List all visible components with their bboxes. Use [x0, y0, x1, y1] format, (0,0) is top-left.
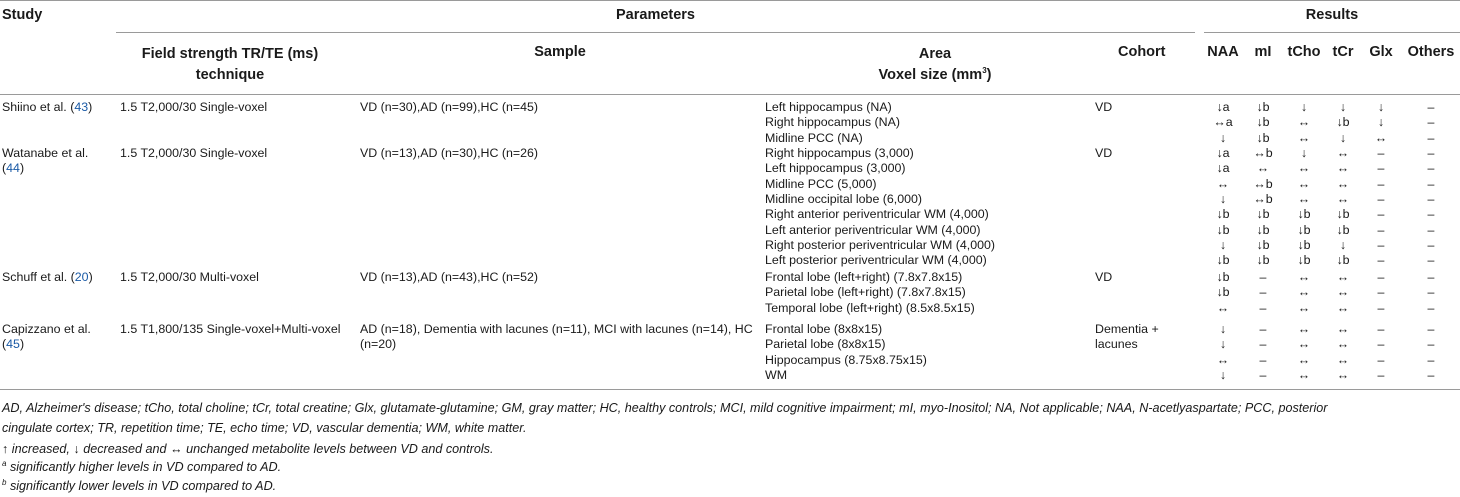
- tcho-value: ↔: [1297, 285, 1311, 300]
- naa-value: ↔: [1216, 300, 1230, 315]
- glx-value: ↔: [1374, 130, 1388, 145]
- tcr-value: ↓: [1339, 237, 1347, 252]
- header-cohort: Cohort: [1118, 44, 1166, 60]
- mi-value: –: [1259, 352, 1267, 367]
- area: Right hippocampus (NA): [765, 115, 900, 130]
- mi-value: ↓b: [1256, 237, 1270, 252]
- glx-value: –: [1377, 161, 1385, 176]
- glx-value: –: [1377, 352, 1385, 367]
- naa-value: ↓b: [1216, 253, 1230, 268]
- tcho-value: ↔: [1297, 322, 1311, 336]
- footnote-abbreviations: AD, Alzheimer's disease; tCho, total choline; tCr, total creatine; Glx, glutamate-glutamine; GM, gray matter; HC, healthy controls; MCI, mild cognitive impairment; mI, myo-Inositol; NA, Not applicable; NAA, N-acetlyaspartate; PCC, posterior: [2, 401, 1328, 415]
- tcr-value: ↔: [1336, 322, 1350, 336]
- glx-value: –: [1377, 337, 1385, 352]
- others-value: –: [1427, 130, 1435, 145]
- others-value: –: [1427, 115, 1435, 130]
- others-value: –: [1427, 285, 1435, 300]
- tcr-value: ↔: [1336, 337, 1350, 352]
- citation-link[interactable]: 43: [74, 100, 89, 114]
- header-mi: mI: [1254, 44, 1272, 60]
- tcho-value: ↓: [1300, 146, 1308, 160]
- tcr-value: ↓b: [1336, 222, 1350, 237]
- area: Left hippocampus (NA): [765, 100, 892, 114]
- tcr-value: ↔: [1336, 161, 1350, 176]
- mi-value: ↓b: [1256, 130, 1270, 145]
- citation-link[interactable]: 44: [6, 161, 20, 176]
- header-area: Area Voxel size $(mm^3)$: [878, 46, 992, 83]
- glx-value: ↓: [1377, 115, 1385, 130]
- naa-value: ↓b: [1216, 222, 1230, 237]
- footnote-b: $^b$ significantly lower levels in VD compared to AD.: [2, 477, 277, 493]
- table-bottom-rule: [0, 389, 1460, 390]
- field-strength: 1.5 T2,000/30 Single-voxel: [120, 146, 268, 160]
- header-sample: Sample: [534, 44, 586, 60]
- glx-value: –: [1377, 237, 1385, 252]
- mi-value: –: [1259, 270, 1267, 284]
- tcho-value: ↓b: [1297, 207, 1311, 222]
- glx-value: –: [1377, 207, 1385, 222]
- area: Right hippocampus (3,000): [765, 146, 914, 160]
- naa-value: ↓b: [1216, 285, 1230, 300]
- header-results: Results: [1305, 7, 1359, 23]
- others-value: –: [1427, 100, 1435, 114]
- mi-value: –: [1259, 337, 1267, 352]
- others-value: –: [1427, 352, 1435, 367]
- footnote-a: $^a$ significantly higher levels in VD compared to AD.: [2, 458, 282, 474]
- glx-value: –: [1377, 285, 1385, 300]
- mi-value: –: [1259, 367, 1267, 382]
- tcr-value: ↔: [1336, 367, 1350, 382]
- tcho-value: ↔: [1297, 337, 1311, 352]
- header-naa: NAA: [1207, 44, 1239, 60]
- others-value: –: [1427, 270, 1435, 284]
- area: Midline PCC (5,000): [765, 176, 877, 191]
- study-name: Watanabe et al. (44): [2, 146, 89, 176]
- tcr-value: ↓b: [1336, 207, 1350, 222]
- area: Parietal lobe (8x8x15): [765, 337, 886, 352]
- tcho-value: ↓b: [1297, 253, 1311, 268]
- header-glx: Glx: [1369, 44, 1393, 60]
- mi-value: ↓b: [1256, 253, 1270, 268]
- tcr-value: ↔: [1336, 176, 1350, 191]
- tcho-value: ↔: [1297, 352, 1311, 367]
- mi-value: –: [1259, 322, 1267, 336]
- top-rule: [0, 0, 1460, 1]
- others-value: –: [1427, 222, 1435, 237]
- area: Frontal lobe (left+right) (7.8x7.8x15): [765, 270, 963, 284]
- glx-value: –: [1377, 191, 1385, 206]
- mi-value: ↓b: [1256, 207, 1270, 222]
- tcho-value: ↔: [1297, 270, 1311, 284]
- results-rule: [1204, 32, 1460, 33]
- area: Right posterior periventricular WM (4,000): [765, 237, 995, 252]
- naa-value: ↓: [1219, 237, 1227, 252]
- tcho-value: ↔: [1297, 300, 1311, 315]
- tcr-value: ↔: [1336, 191, 1350, 206]
- footnote-abbreviations-cont: cingulate cortex; TR, repetition time; TE, echo time; VD, vascular dementia; WM, white matter.: [2, 421, 527, 435]
- glx-value: –: [1377, 146, 1385, 160]
- study-name: Shiino et al. (43): [2, 100, 93, 114]
- parameters-rule: [116, 32, 1195, 33]
- mi-value: ↔b: [1253, 176, 1273, 191]
- tcr-value: ↓b: [1336, 115, 1350, 130]
- field-strength: 1.5 T1,800/135 Single-voxel+Multi-voxel: [120, 322, 341, 336]
- area: Left posterior periventricular WM (4,000): [765, 253, 987, 268]
- header-bottom-rule: [0, 94, 1460, 95]
- tcr-value: ↓: [1339, 130, 1347, 145]
- tcho-value: ↔: [1297, 176, 1311, 191]
- others-value: –: [1427, 237, 1435, 252]
- cohort: VD: [1095, 146, 1113, 160]
- naa-value: ↓a: [1216, 146, 1230, 160]
- cohort: VD: [1095, 100, 1113, 114]
- field-strength: 1.5 T2,000/30 Multi-voxel: [120, 270, 259, 284]
- tcr-value: ↓b: [1336, 253, 1350, 268]
- glx-value: –: [1377, 300, 1385, 315]
- area: Frontal lobe (8x8x15): [765, 322, 883, 336]
- glx-value: –: [1377, 253, 1385, 268]
- glx-value: ↓: [1377, 100, 1385, 114]
- study-name: Capizzano et al. (45): [2, 322, 91, 352]
- tcr-value: ↔: [1336, 270, 1350, 284]
- naa-value: ↓: [1219, 337, 1227, 352]
- glx-value: –: [1377, 322, 1385, 336]
- tcho-value: ↓: [1300, 100, 1308, 114]
- others-value: –: [1427, 337, 1435, 352]
- glx-value: –: [1377, 270, 1385, 284]
- mi-value: –: [1259, 285, 1267, 300]
- area: Left anterior periventricular WM (4,000): [765, 222, 981, 237]
- mi-value: ↔b: [1253, 191, 1273, 206]
- area: Temporal lobe (left+right) (8.5x8.5x15): [765, 300, 975, 315]
- tcho-value: ↔: [1297, 161, 1311, 176]
- area: Hippocampus (8.75x8.75x15): [765, 352, 927, 367]
- others-value: –: [1427, 367, 1435, 382]
- sample: VD (n=13),AD (n=30),HC (n=26): [360, 146, 539, 160]
- naa-value: ↔a: [1213, 115, 1233, 130]
- naa-value: ↓: [1219, 130, 1227, 145]
- naa-value: ↓a: [1216, 100, 1230, 114]
- sample: AD (n=18), Dementia with lacunes (n=11), MCI with lacunes (n=14), HC (n=20): [360, 322, 753, 352]
- others-value: –: [1427, 253, 1435, 268]
- footnote-arrows: ↑ increased, ↓ decreased and ↔ unchanged metabolite levels between VD and controls.: [2, 442, 494, 456]
- tcr-value: ↔: [1336, 146, 1350, 160]
- others-value: –: [1427, 176, 1435, 191]
- mi-value: ↓b: [1256, 100, 1270, 114]
- sample: VD (n=30),AD (n=99),HC (n=45): [360, 100, 539, 114]
- area: Midline occipital lobe (6,000): [765, 191, 923, 206]
- others-value: –: [1427, 300, 1435, 315]
- naa-value: ↓b: [1216, 207, 1230, 222]
- mi-value: –: [1259, 300, 1267, 315]
- naa-value: ↔: [1216, 352, 1230, 367]
- naa-value: ↓: [1219, 367, 1227, 382]
- naa-value: ↔: [1216, 176, 1230, 191]
- glx-value: –: [1377, 367, 1385, 382]
- sample: VD (n=13),AD (n=43),HC (n=52): [360, 270, 539, 284]
- naa-value: ↓a: [1216, 161, 1230, 176]
- area: Parietal lobe (left+right) (7.8x7.8x15): [765, 285, 966, 300]
- header-others: Others: [1407, 44, 1455, 60]
- tcho-value: ↔: [1297, 115, 1311, 130]
- header-tcr: tCr: [1332, 44, 1354, 60]
- area: Right anterior periventricular WM (4,000): [765, 207, 989, 222]
- study-name: Schuff et al. (20): [2, 270, 93, 284]
- tcr-value: ↔: [1336, 352, 1350, 367]
- header-tcho: tCho: [1287, 44, 1321, 60]
- cohort: Dementia + lacunes: [1095, 322, 1159, 352]
- tcho-value: ↔: [1297, 367, 1311, 382]
- others-value: –: [1427, 207, 1435, 222]
- glx-value: –: [1377, 176, 1385, 191]
- tcr-value: ↓: [1339, 100, 1347, 114]
- citation-link[interactable]: 20: [74, 270, 89, 284]
- tcr-value: ↔: [1336, 285, 1350, 300]
- header-parameters: Parameters: [616, 7, 695, 23]
- mi-value: ↔: [1256, 161, 1270, 176]
- tcho-value: ↔: [1297, 130, 1311, 145]
- naa-value: ↓: [1219, 322, 1227, 336]
- cohort: VD: [1095, 270, 1113, 284]
- area: WM: [765, 367, 788, 382]
- tcr-value: ↔: [1336, 300, 1350, 315]
- others-value: –: [1427, 161, 1435, 176]
- tcho-value: ↔: [1297, 191, 1311, 206]
- others-value: –: [1427, 191, 1435, 206]
- citation-link[interactable]: 45: [6, 337, 20, 352]
- area: Left hippocampus (3,000): [765, 161, 906, 176]
- tcho-value: ↓b: [1297, 222, 1311, 237]
- mi-value: ↓b: [1256, 115, 1270, 130]
- header-field-strength: Field strength TR/TE (ms) technique: [141, 46, 319, 83]
- field-strength: 1.5 T2,000/30 Single-voxel: [120, 100, 268, 114]
- naa-value: ↓b: [1216, 270, 1230, 284]
- area: Midline PCC (NA): [765, 130, 863, 145]
- naa-value: ↓: [1219, 191, 1227, 206]
- tcho-value: ↓b: [1297, 237, 1311, 252]
- mi-value: ↓b: [1256, 222, 1270, 237]
- others-value: –: [1427, 322, 1435, 336]
- header-study: Study: [2, 7, 43, 23]
- mi-value: ↔b: [1253, 146, 1273, 160]
- others-value: –: [1427, 146, 1435, 160]
- glx-value: –: [1377, 222, 1385, 237]
